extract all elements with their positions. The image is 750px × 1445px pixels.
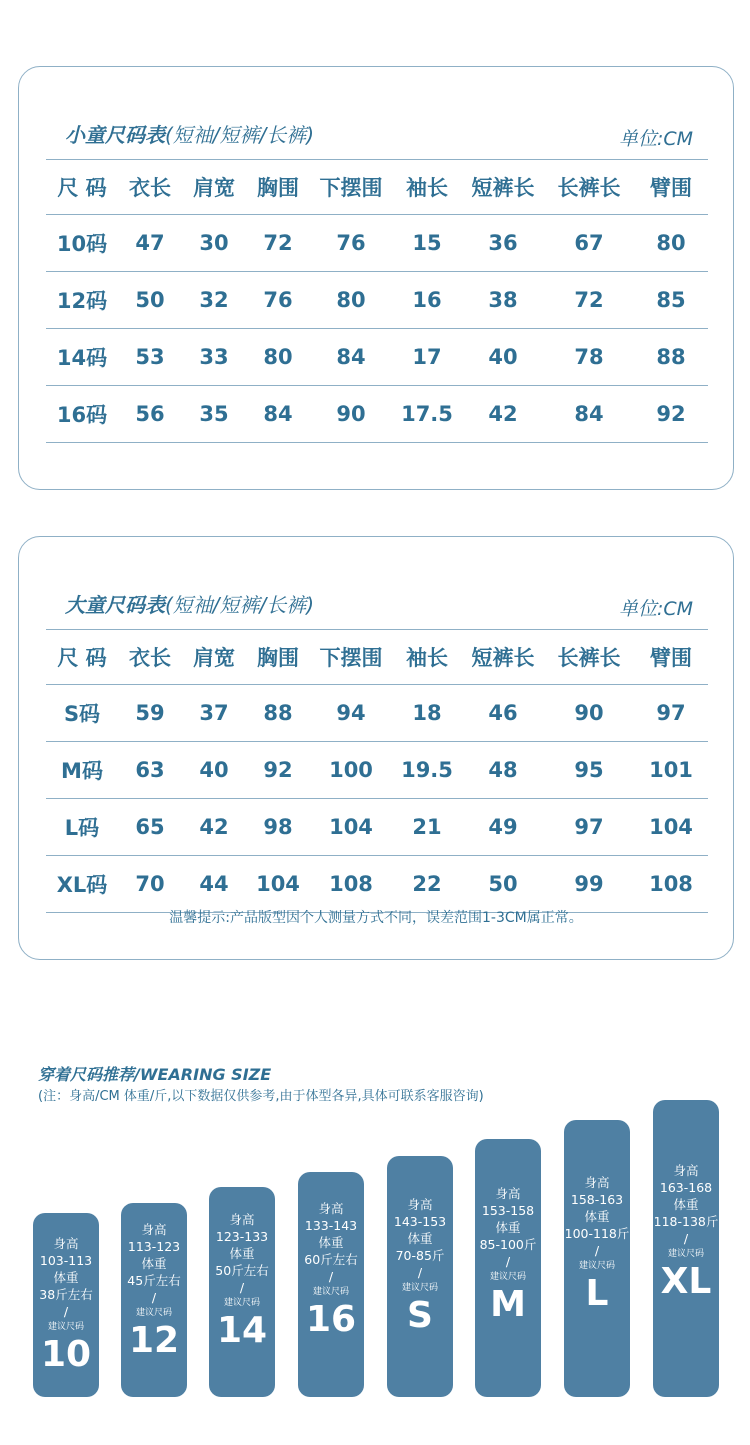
table-cell: 80 bbox=[310, 272, 392, 329]
suggest-label: 建议尺码 bbox=[489, 1272, 526, 1282]
size-label-cell: M码 bbox=[46, 742, 118, 799]
big-chart-unit: 单位:CM bbox=[618, 598, 693, 620]
weight-range: 85-100斤 bbox=[479, 1237, 537, 1252]
suggested-size: 12 bbox=[128, 1320, 180, 1361]
table-cell: 33 bbox=[182, 329, 246, 386]
table-cell: 48 bbox=[462, 742, 544, 799]
size-pill-l bbox=[564, 1120, 630, 1397]
height-range: 133-143 bbox=[304, 1218, 358, 1233]
table-cell: 94 bbox=[310, 685, 392, 742]
table-cell: 19.5 bbox=[392, 742, 462, 799]
column-header: 下摆围 bbox=[310, 160, 392, 215]
table-cell: 72 bbox=[246, 215, 310, 272]
suggested-size: 14 bbox=[216, 1310, 268, 1351]
table-cell: 17 bbox=[392, 329, 462, 386]
size-label-cell: 14码 bbox=[46, 329, 118, 386]
pill-info bbox=[298, 1200, 364, 1340]
table-cell: 40 bbox=[462, 329, 544, 386]
table-cell: 88 bbox=[246, 685, 310, 742]
column-header: 衣长 bbox=[118, 160, 182, 215]
column-header: 尺 码 bbox=[46, 160, 118, 215]
divider: / bbox=[505, 1254, 511, 1269]
table-cell: 46 bbox=[462, 685, 544, 742]
table-cell: 108 bbox=[634, 856, 708, 913]
pill-info bbox=[121, 1221, 187, 1361]
height-label: 身高 bbox=[673, 1163, 699, 1178]
suggest-label: 建议尺码 bbox=[667, 1249, 704, 1259]
table-cell: 30 bbox=[182, 215, 246, 272]
suggested-size: 16 bbox=[305, 1299, 357, 1340]
pill-info bbox=[564, 1174, 630, 1314]
table-cell: 18 bbox=[392, 685, 462, 742]
weight-range: 45斤左右 bbox=[127, 1273, 181, 1288]
table-cell: 21 bbox=[392, 799, 462, 856]
size-pill-14 bbox=[209, 1187, 275, 1397]
height-range: 103-113 bbox=[39, 1253, 93, 1268]
weight-label: 体重 bbox=[407, 1231, 433, 1246]
table-cell: 85 bbox=[634, 272, 708, 329]
table-cell: 59 bbox=[118, 685, 182, 742]
table-cell: 101 bbox=[634, 742, 708, 799]
table-cell: 84 bbox=[544, 386, 634, 443]
table-cell: 97 bbox=[634, 685, 708, 742]
size-pill-16 bbox=[298, 1172, 364, 1397]
suggested-size: S bbox=[407, 1295, 433, 1336]
suggest-label: 建议尺码 bbox=[312, 1287, 349, 1297]
table-cell: 15 bbox=[392, 215, 462, 272]
column-header: 袖长 bbox=[392, 160, 462, 215]
size-pill-10 bbox=[33, 1213, 99, 1397]
column-header: 胸围 bbox=[246, 160, 310, 215]
table-cell: 42 bbox=[462, 386, 544, 443]
size-label-cell: 10码 bbox=[46, 215, 118, 272]
column-header: 短裤长 bbox=[462, 160, 544, 215]
height-range: 123-133 bbox=[215, 1229, 269, 1244]
suggest-label: 建议尺码 bbox=[401, 1283, 438, 1293]
weight-label: 体重 bbox=[673, 1197, 699, 1212]
table-cell: 36 bbox=[462, 215, 544, 272]
column-header: 长裤长 bbox=[544, 160, 634, 215]
table-row bbox=[46, 685, 708, 742]
size-label-cell: L码 bbox=[46, 799, 118, 856]
suggest-label: 建议尺码 bbox=[578, 1261, 615, 1271]
column-header: 尺 码 bbox=[46, 630, 118, 685]
column-header: 短裤长 bbox=[462, 630, 544, 685]
table-cell: 92 bbox=[246, 742, 310, 799]
height-label: 身高 bbox=[229, 1212, 255, 1227]
weight-range: 118-138斤 bbox=[653, 1214, 719, 1229]
table-cell: 100 bbox=[310, 742, 392, 799]
table-cell: 76 bbox=[310, 215, 392, 272]
table-cell: 90 bbox=[544, 685, 634, 742]
big-size-chart-card bbox=[18, 536, 734, 960]
big-size-table bbox=[46, 629, 708, 913]
height-range: 143-153 bbox=[393, 1214, 447, 1229]
table-cell: 84 bbox=[246, 386, 310, 443]
size-pill-12 bbox=[121, 1203, 187, 1397]
height-label: 身高 bbox=[407, 1197, 433, 1212]
table-cell: 72 bbox=[544, 272, 634, 329]
pill-info bbox=[33, 1235, 99, 1375]
weight-label: 体重 bbox=[141, 1256, 167, 1271]
size-label-cell: 16码 bbox=[46, 386, 118, 443]
table-cell: 37 bbox=[182, 685, 246, 742]
table-header-row bbox=[46, 630, 708, 685]
small-chart-unit: 单位:CM bbox=[618, 128, 693, 150]
table-cell: 104 bbox=[634, 799, 708, 856]
table-cell: 95 bbox=[544, 742, 634, 799]
weight-range: 100-118斤 bbox=[564, 1226, 630, 1241]
weight-label: 体重 bbox=[318, 1235, 344, 1250]
table-row bbox=[46, 856, 708, 913]
small-size-chart-card bbox=[18, 66, 734, 490]
table-cell: 42 bbox=[182, 799, 246, 856]
pill-info bbox=[475, 1185, 541, 1325]
table-cell: 16 bbox=[392, 272, 462, 329]
height-label: 身高 bbox=[318, 1201, 344, 1216]
table-cell: 49 bbox=[462, 799, 544, 856]
table-cell: 108 bbox=[310, 856, 392, 913]
table-cell: 97 bbox=[544, 799, 634, 856]
pill-info bbox=[387, 1196, 453, 1336]
divider: / bbox=[417, 1265, 423, 1280]
recommend-title: 穿着尺码推荐/WEARING SIZE bbox=[38, 1065, 272, 1084]
pill-info bbox=[209, 1211, 275, 1351]
table-cell: 38 bbox=[462, 272, 544, 329]
height-range: 153-158 bbox=[481, 1203, 535, 1218]
column-header: 臂围 bbox=[634, 630, 708, 685]
weight-label: 体重 bbox=[495, 1220, 521, 1235]
column-header: 胸围 bbox=[246, 630, 310, 685]
weight-label: 体重 bbox=[229, 1246, 255, 1261]
suggest-label: 建议尺码 bbox=[223, 1298, 260, 1308]
column-header: 肩宽 bbox=[182, 630, 246, 685]
table-row bbox=[46, 799, 708, 856]
table-row bbox=[46, 386, 708, 443]
weight-range: 50斤左右 bbox=[215, 1263, 269, 1278]
suggested-size: L bbox=[585, 1273, 609, 1314]
weight-range: 38斤左右 bbox=[39, 1287, 93, 1302]
divider: / bbox=[328, 1269, 334, 1284]
small-chart-title: 小童尺码表(短袖/短裤/长裤) bbox=[65, 123, 315, 147]
weight-label: 体重 bbox=[584, 1209, 610, 1224]
table-cell: 17.5 bbox=[392, 386, 462, 443]
table-cell: 47 bbox=[118, 215, 182, 272]
height-label: 身高 bbox=[141, 1222, 167, 1237]
divider: / bbox=[594, 1243, 600, 1258]
table-cell: 104 bbox=[246, 856, 310, 913]
height-label: 身高 bbox=[495, 1186, 521, 1201]
table-row bbox=[46, 329, 708, 386]
table-cell: 70 bbox=[118, 856, 182, 913]
size-label-cell: S码 bbox=[46, 685, 118, 742]
weight-range: 60斤左右 bbox=[304, 1252, 358, 1267]
divider: / bbox=[683, 1231, 689, 1246]
table-cell: 65 bbox=[118, 799, 182, 856]
table-cell: 88 bbox=[634, 329, 708, 386]
table-row bbox=[46, 272, 708, 329]
table-cell: 78 bbox=[544, 329, 634, 386]
height-range: 158-163 bbox=[570, 1192, 624, 1207]
table-cell: 22 bbox=[392, 856, 462, 913]
suggested-size: XL bbox=[660, 1261, 712, 1302]
table-cell: 92 bbox=[634, 386, 708, 443]
table-cell: 50 bbox=[118, 272, 182, 329]
table-cell: 40 bbox=[182, 742, 246, 799]
table-cell: 53 bbox=[118, 329, 182, 386]
table-row bbox=[46, 215, 708, 272]
table-cell: 63 bbox=[118, 742, 182, 799]
table-cell: 35 bbox=[182, 386, 246, 443]
table-cell: 67 bbox=[544, 215, 634, 272]
suggest-label: 建议尺码 bbox=[47, 1322, 84, 1332]
size-pill-xl bbox=[653, 1100, 719, 1397]
table-cell: 32 bbox=[182, 272, 246, 329]
divider: / bbox=[239, 1280, 245, 1295]
weight-label: 体重 bbox=[53, 1270, 79, 1285]
table-cell: 56 bbox=[118, 386, 182, 443]
table-cell: 90 bbox=[310, 386, 392, 443]
size-label-cell: 12码 bbox=[46, 272, 118, 329]
table-cell: 80 bbox=[634, 215, 708, 272]
column-header: 肩宽 bbox=[182, 160, 246, 215]
measurement-tip: 温馨提示:产品版型因个人测量方式不同，误差范围1-3CM属正常。 bbox=[169, 910, 583, 926]
suggest-label: 建议尺码 bbox=[135, 1308, 172, 1318]
big-chart-title: 大童尺码表(短袖/短裤/长裤) bbox=[65, 593, 315, 617]
table-cell: 98 bbox=[246, 799, 310, 856]
recommend-note: (注：身高/CM 体重/斤,以下数据仅供参考,由于体型各异,具体可联系客服咨询) bbox=[38, 1089, 484, 1104]
table-cell: 76 bbox=[246, 272, 310, 329]
column-header: 袖长 bbox=[392, 630, 462, 685]
table-cell: 44 bbox=[182, 856, 246, 913]
size-pill-s bbox=[387, 1156, 453, 1397]
small-size-table bbox=[46, 159, 708, 443]
suggested-size: M bbox=[490, 1284, 526, 1325]
weight-range: 70-85斤 bbox=[395, 1248, 445, 1263]
pill-info bbox=[653, 1162, 719, 1302]
column-header: 长裤长 bbox=[544, 630, 634, 685]
table-cell: 80 bbox=[246, 329, 310, 386]
table-cell: 104 bbox=[310, 799, 392, 856]
size-label-cell: XL码 bbox=[46, 856, 118, 913]
column-header: 衣长 bbox=[118, 630, 182, 685]
column-header: 臂围 bbox=[634, 160, 708, 215]
divider: / bbox=[151, 1290, 157, 1305]
table-header-row bbox=[46, 160, 708, 215]
height-label: 身高 bbox=[53, 1236, 79, 1251]
table-cell: 84 bbox=[310, 329, 392, 386]
size-pill-m bbox=[475, 1139, 541, 1397]
divider: / bbox=[63, 1304, 69, 1319]
height-label: 身高 bbox=[584, 1175, 610, 1190]
height-range: 163-168 bbox=[659, 1180, 713, 1195]
table-cell: 50 bbox=[462, 856, 544, 913]
table-cell: 99 bbox=[544, 856, 634, 913]
column-header: 下摆围 bbox=[310, 630, 392, 685]
table-row bbox=[46, 742, 708, 799]
suggested-size: 10 bbox=[40, 1334, 92, 1375]
height-range: 113-123 bbox=[127, 1239, 181, 1254]
